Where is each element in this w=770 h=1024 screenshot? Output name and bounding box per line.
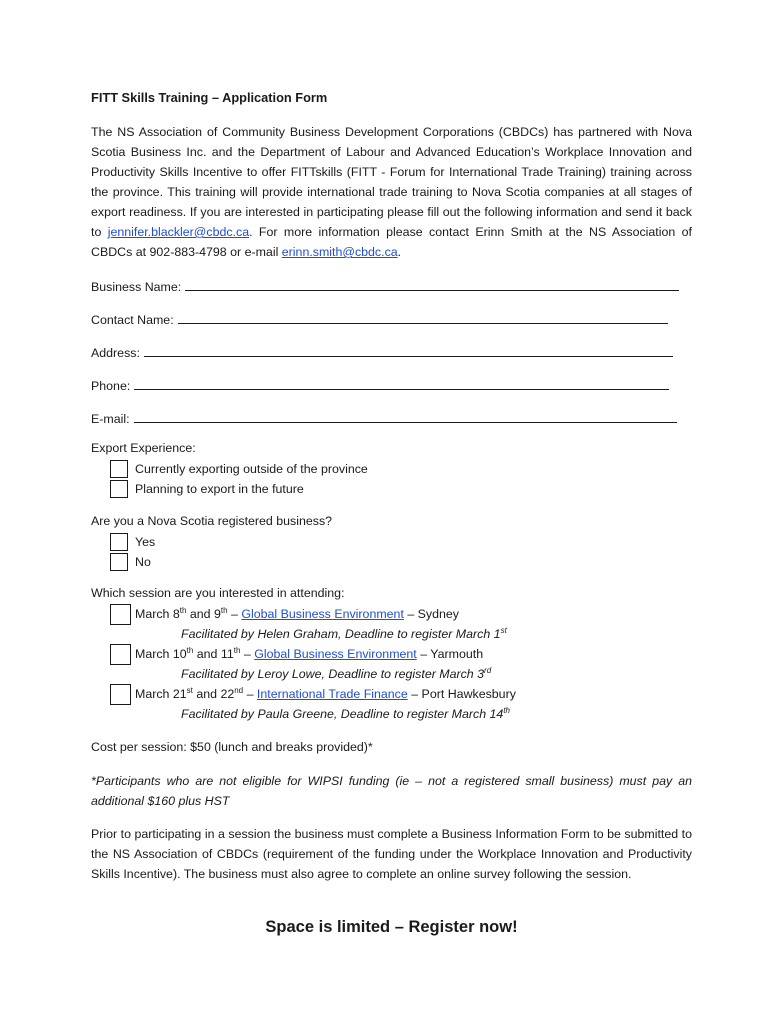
intro-paragraph	[91, 122, 692, 262]
course-link-global-business-sydney[interactable]: Global Business Environment	[241, 607, 404, 621]
phone-label: Phone:	[91, 379, 131, 393]
contact-name-field	[91, 309, 668, 327]
session-sydney-label: March 8th and 9th – Global Business Environment – Sydney	[135, 605, 459, 621]
export-planning-checkbox[interactable]	[110, 480, 128, 498]
business-name-label: Business Name:	[91, 280, 182, 294]
export-option-planning[interactable]	[110, 479, 304, 499]
intro-text-1: The NS Association of Community Business Development Corporations (CBDCs) has partnered with Nova Scotia Business Inc. and the Department of Labour and Advanced Education’s Workplace Innovation and Productivity Skills Incentive to offer FITTskills (FITT - Forum for International Trade Training) training across the province. This training will provide international trade training to Nova Scotia companies at all stages of export readiness. If you are interested in participating please fill out the following information and send it back to	[91, 125, 692, 239]
registered-option-yes[interactable]	[110, 532, 155, 552]
export-option-currently[interactable]	[110, 459, 368, 479]
email-input[interactable]	[134, 422, 677, 423]
export-currently-checkbox[interactable]	[110, 460, 128, 478]
address-label: Address:	[91, 346, 140, 360]
export-planning-label: Planning to export in the future	[135, 482, 304, 496]
course-link-global-business-yarmouth[interactable]: Global Business Environment	[254, 647, 417, 661]
email-link-jennifer[interactable]: jennifer.blackler@cbdc.ca	[107, 225, 250, 239]
session-sydney-checkbox[interactable]	[110, 604, 131, 625]
form-title: FITT Skills Training – Application Form	[91, 90, 328, 105]
session-option-yarmouth[interactable]	[110, 644, 483, 664]
session-port-hawkesbury-checkbox[interactable]	[110, 684, 131, 705]
register-now-banner: Space is limited – Register now!	[265, 918, 518, 936]
email-field	[91, 408, 677, 426]
session-question-label: Which session are you interested in attending:	[91, 586, 345, 600]
session-sydney-facilitator: Facilitated by Helen Graham, Deadline to register March 1st	[181, 625, 507, 641]
session-option-sydney[interactable]	[110, 604, 459, 624]
registered-option-no[interactable]	[110, 552, 151, 572]
funding-note: *Participants who are not eligible for WIPSI funding (ie – not a registered small business) must pay an additional $160 plus HST	[91, 774, 692, 808]
phone-field	[91, 375, 669, 393]
session-yarmouth-checkbox[interactable]	[110, 644, 131, 665]
prior-requirements-paragraph: Prior to participating in a session the business must complete a Business Information Form to be submitted to the NS Association of CBDCs (requirement of the funding under the Workplace Innovation and Productivity Skills Incentive). The business must also agree to complete an online survey following the session.	[91, 827, 692, 881]
intro-text-3: .	[397, 245, 402, 259]
registered-no-label: No	[135, 555, 151, 569]
email-label: E-mail:	[91, 412, 130, 426]
registered-yes-checkbox[interactable]	[110, 533, 128, 551]
registered-yes-label: Yes	[135, 535, 156, 549]
address-field	[91, 342, 673, 360]
address-input[interactable]	[144, 356, 673, 357]
session-port-hawkesbury-facilitator: Facilitated by Paula Greene, Deadline to register March 14th	[181, 705, 510, 721]
business-name-field	[91, 276, 679, 294]
phone-input[interactable]	[134, 389, 669, 390]
export-experience-label: Export Experience:	[91, 441, 196, 455]
session-port-hawkesbury-label: March 21st and 22nd – International Trade Finance – Port Hawkesbury	[135, 685, 516, 701]
session-option-port-hawkesbury[interactable]	[110, 684, 516, 704]
contact-name-input[interactable]	[178, 323, 668, 324]
course-link-international-trade-finance[interactable]: International Trade Finance	[256, 687, 408, 701]
intro-text-2: . For more information please contact Erinn Smith at the NS Association of CBDCs at 902-883-4798 or e-mail	[91, 225, 692, 259]
cost-per-session: Cost per session: $50 (lunch and breaks provided)*	[91, 740, 373, 754]
registered-question-label: Are you a Nova Scotia registered business?	[91, 514, 333, 528]
business-name-input[interactable]	[185, 290, 679, 291]
export-currently-label: Currently exporting outside of the province	[135, 462, 368, 476]
registered-no-checkbox[interactable]	[110, 553, 128, 571]
session-yarmouth-label: March 10th and 11th – Global Business Environment – Yarmouth	[135, 645, 484, 661]
email-link-erinn[interactable]: erinn.smith@cbdc.ca	[281, 245, 398, 259]
contact-name-label: Contact Name:	[91, 313, 174, 327]
session-yarmouth-facilitator: Facilitated by Leroy Lowe, Deadline to register March 3rd	[181, 665, 492, 681]
